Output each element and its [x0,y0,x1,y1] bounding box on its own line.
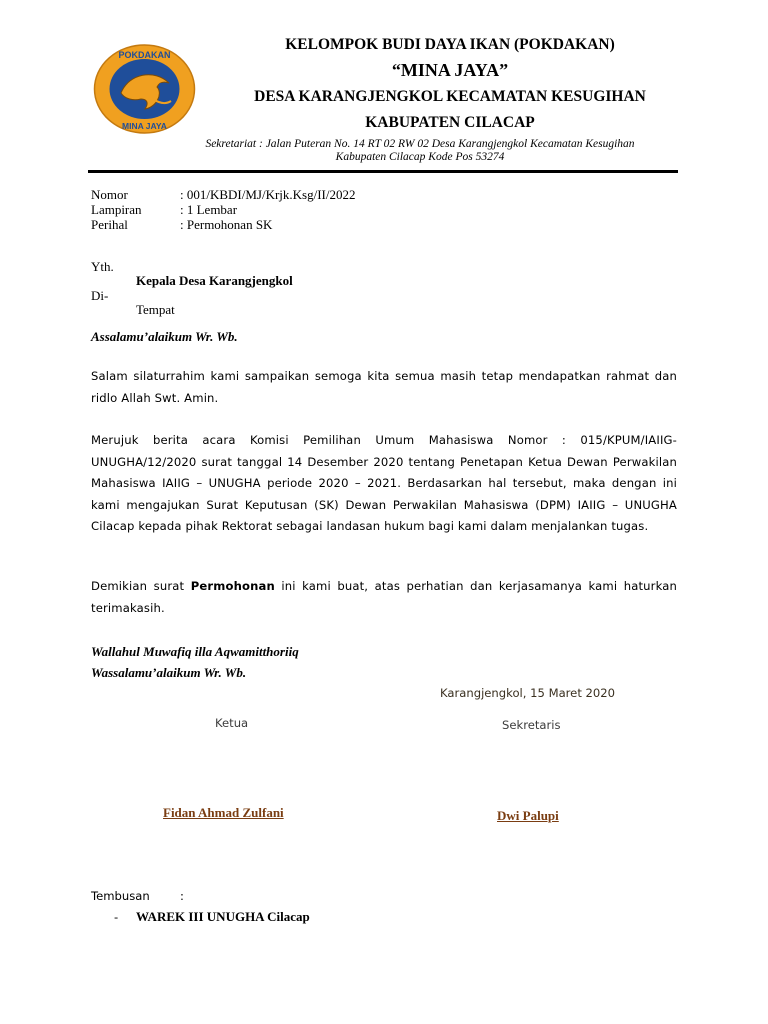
header-divider [88,170,678,173]
group-name: “MINA JAYA” [391,60,509,80]
closing-line-2: Wassalamu’alaikum Wr. Wb. [91,665,247,680]
tembusan-dash: - [114,910,119,924]
di-label: Di- [91,288,109,303]
sekretaris-title: Sekretaris [502,718,561,732]
paragraph-3-before: Demikian surat [91,579,191,593]
sekretaris-name: Dwi Palupi [497,808,559,823]
nomor-value: : 001/KBDI/MJ/Krjk.Ksg/II/2022 [180,187,356,202]
perihal-value: : Permohonan SK [180,217,273,232]
logo-bottom-text: MINA JAYA [122,121,167,131]
logo-top-text: POKDAKAN [118,50,171,60]
org-name: KELOMPOK BUDI DAYA IKAN (POKDAKAN) [285,36,615,53]
ketua-name: Fidan Ahmad Zulfani [163,805,284,820]
closing-line-1: Wallahul Muwafiq illa Aqwamitthoriiq [91,644,299,659]
nomor-label: Nomor [91,187,128,202]
paragraph-3 [91,576,677,619]
address-line-2: Kabupaten Cilacap Kode Pos 53274 [335,151,505,163]
village-district: DESA KARANGJENGKOL KECAMATAN KESUGIHAN [254,88,646,105]
yth-label: Yth. [91,259,114,274]
ketua-title: Ketua [215,716,249,730]
paragraph-2: Merujuk berita acara Komisi Pemilihan Umum Mahasiswa Nomor : 015/KPUM/IAIIG-UNUGHA/12/2020 surat tanggal 14 Desember 2020 tentang Penetapan Ketua Dewan Perwakilan Mahasiswa IAIIG – UNUGHA periode 2020 – 2021. Berdasarkan hal tersebut, maka dengan ini kami mengajukan Surat Keputusan (SK) Dewan Perwakilan Mahasiswa (DPM) IAIIG – UNUGHA Cilacap kepada pihak Rektorat sebagai landasan hukum bagi kami dalam menjalankan tugas. [91,433,677,533]
pokdakan-logo [93,43,196,135]
lampiran-label: Lampiran [91,202,142,217]
tembusan-label: Tembusan [91,889,150,903]
place-date: Karangjengkol, 15 Maret 2020 [440,686,616,700]
greeting: Assalamu’alaikum Wr. Wb. [91,329,238,344]
tembusan-colon: : [180,889,184,903]
paragraph-3-bold: Permohonan [190,579,275,593]
paragraph-1: Salam silaturrahim kami sampaikan semoga kita semua masih tetap mendapatkan rahmat dan ridlo Allah Swt. Amin. [91,369,677,405]
recipient-name: Kepala Desa Karangjengkol [136,273,293,288]
tembusan-item: WAREK III UNUGHA Cilacap [136,909,310,924]
recipient-place: Tempat [136,302,175,317]
lampiran-value: : 1 Lembar [180,202,238,217]
paragraph-3-after: ini kami buat, atas perhatian dan kerjasamanya kami haturkan terimakasih. [91,579,677,615]
perihal-label: Perihal [91,217,128,232]
address-line-1: Sekretariat : Jalan Puteran No. 14 RT 02 RW 02 Desa Karangjengkol Kecamatan Kesugihan [205,138,635,150]
regency: KABUPATEN CILACAP [365,114,535,131]
